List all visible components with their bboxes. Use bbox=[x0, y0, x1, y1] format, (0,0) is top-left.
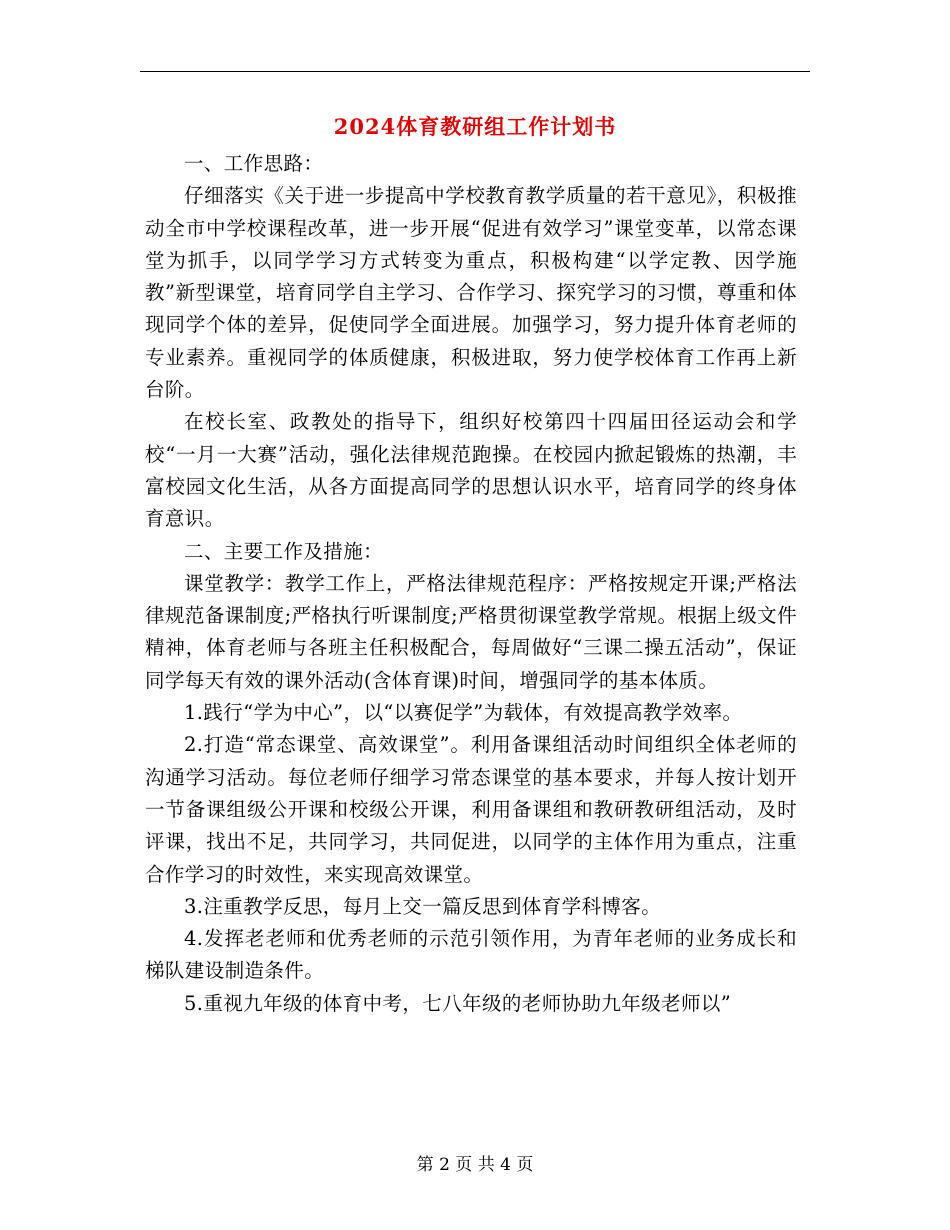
list-item: 3.注重教学反思，每月上交一篇反思到体育学科博客。 bbox=[184, 894, 662, 918]
page-footer bbox=[0, 1153, 950, 1177]
list-item: 2.打造“常态课堂、高效课堂”。利用备课组活动时间组织全体老师的沟通学习活动。每位老师仔细学习常态课堂的基本要求，并每人按计划开一节备课组级公开课和校级公开课，利用备课组和教研教研组活动，及时评课，找出不足，共同学习，共同促进，以同学的主体作用为重点，注重合作学习的时效性，来实现高效课堂。 bbox=[145, 733, 797, 886]
heading-work-ideas: 一、工作思路： bbox=[184, 152, 324, 175]
heading-main-work: 二、主要工作及措施： bbox=[184, 539, 384, 563]
paragraph: 课堂教学：教学工作上，严格法律规范程序：严格按规定开课;严格法律规范备课制度;严格执行听课制度;严格贯彻课堂教学常规。根据上级文件精神，体育老师与各班主任积极配合，每周做好“三课二操五活动”，保证同学每天有效的课外活动(含体育课)时间，增强同学的基本体质。 bbox=[145, 571, 797, 692]
page-number: 第 2 页 共 4 页 bbox=[416, 1155, 534, 1175]
document-title: 2024体育教研组工作计划书 bbox=[333, 114, 617, 139]
document-body bbox=[145, 148, 797, 1020]
header-rule bbox=[140, 71, 810, 72]
list-item: 1.践行“学为中心”，以“以赛促学”为载体，有效提高教学效率。 bbox=[184, 701, 743, 725]
paragraph: 仔细落实《关于进一步提高中学校教育教学质量的若干意见》，积极推动全市中学校课程改革，进一步开展“促进有效学习”课堂变革，以常态课堂为抓手，以同学学习方式转变为重点，积极构建“以学定教、因学施教”新型课堂，培育同学自主学习、合作学习、探究学习的习惯，尊重和体现同学个体的差异，促使同学全面进展。加强学习，努力提升体育老师的专业素养。重视同学的体质健康，积极进取，努力使学校体育工作再上新台阶。 bbox=[145, 184, 797, 402]
list-item: 4.发挥老老师和优秀老师的示范引领作用，为青年老师的业务成长和梯队建设制造条件。 bbox=[145, 927, 797, 983]
list-item: 5.重视九年级的体育中考，七八年级的老师协助九年级老师以” bbox=[184, 991, 732, 1015]
paragraph: 在校长室、政教处的指导下，组织好校第四十四届田径运动会和学校“一月一大赛”活动，强化法律规范跑操。在校园内掀起锻炼的热潮，丰富校园文化生活，从各方面提高同学的思想认识水平，培育同学的终身体育意识。 bbox=[145, 410, 797, 531]
